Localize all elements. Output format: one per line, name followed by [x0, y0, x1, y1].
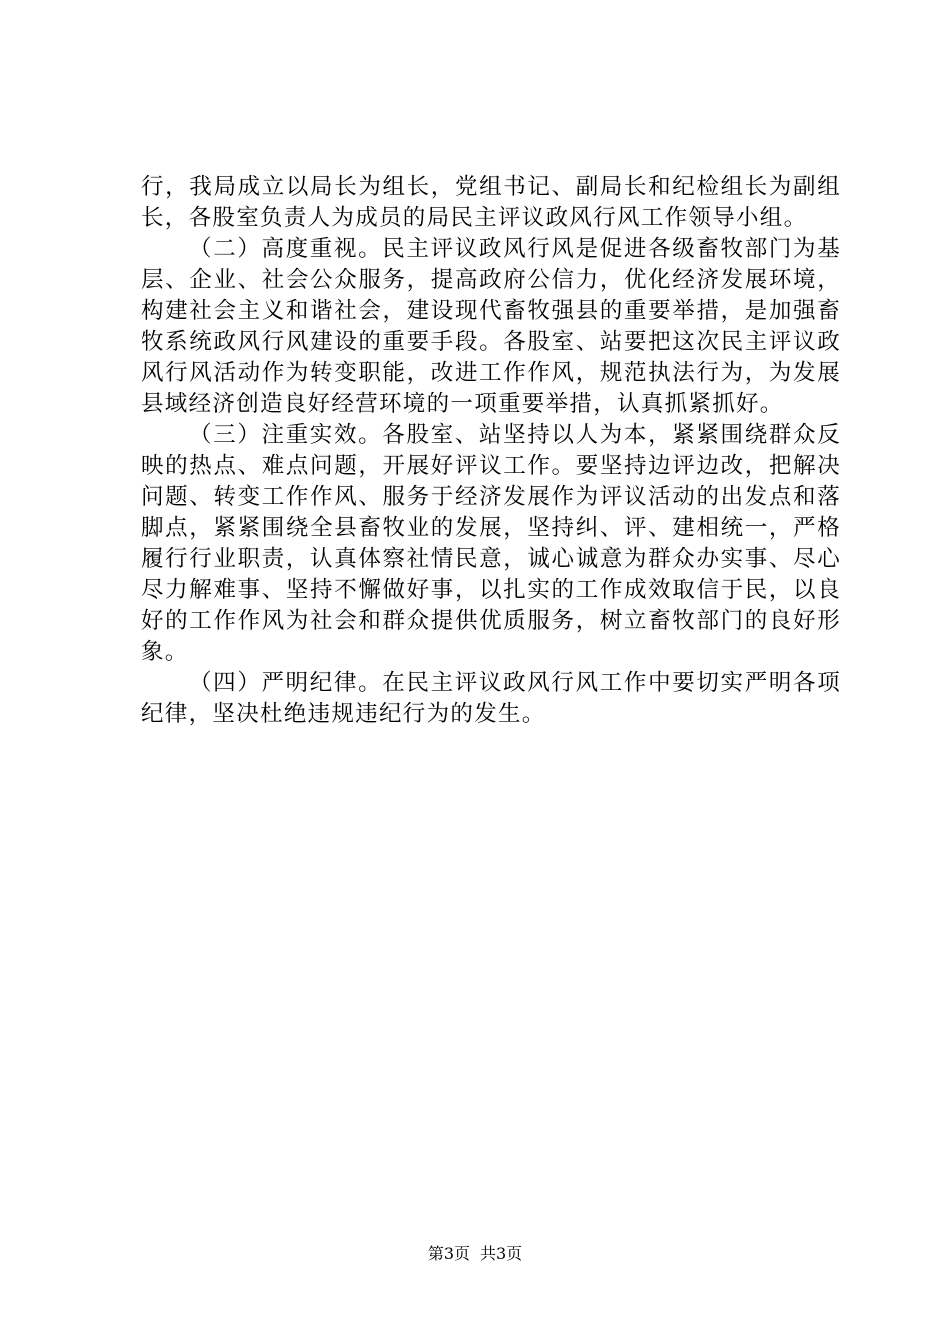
- paragraph-section-4: （四）严明纪律。在民主评议政风行风工作中要切实严明各项纪律，坚决杜绝违规违纪行为的发生。: [141, 670, 841, 727]
- paragraph-section-3: （三）注重实效。各股室、站坚持以人为本，紧紧围绕群众反映的热点、难点问题，开展好评议工作。要坚持边评边改，把解决问题、转变工作作风、服务于经济发展作为评议活动的出发点和落脚点，紧紧围绕全县畜牧业的发展，坚持纠、评、建相统一，严格履行行业职责，认真体察社情民意，诚心诚意为群众办实事、尽心尽力解难事、坚持不懈做好事，以扎实的工作成效取信于民，以良好的工作作风为社会和群众提供优质服务，树立畜牧部门的良好形象。: [141, 422, 841, 665]
- paragraph-section-2: （二）高度重视。民主评议政风行风是促进各级畜牧部门为基层、企业、社会公众服务，提高政府公信力，优化经济发展环境，构建社会主义和谐社会，建设现代畜牧强县的重要举措，是加强畜牧系统政风行风建设的重要手段。各股室、站要把这次民主评议政风行风活动作为转变职能，改进工作作风，规范执法行为，为发展县域经济创造良好经营环境的一项重要举措，认真抓紧抓好。: [141, 236, 841, 417]
- document-body: [141, 172, 841, 730]
- page-total: 共3页: [480, 1244, 523, 1263]
- page-number: 第3页: [427, 1244, 470, 1263]
- page-footer: [0, 1243, 950, 1265]
- paragraph-continuation: 行，我局成立以局长为组长，党组书记、副局长和纪检组长为副组长，各股室负责人为成员的局民主评议政风行风工作领导小组。: [141, 174, 841, 231]
